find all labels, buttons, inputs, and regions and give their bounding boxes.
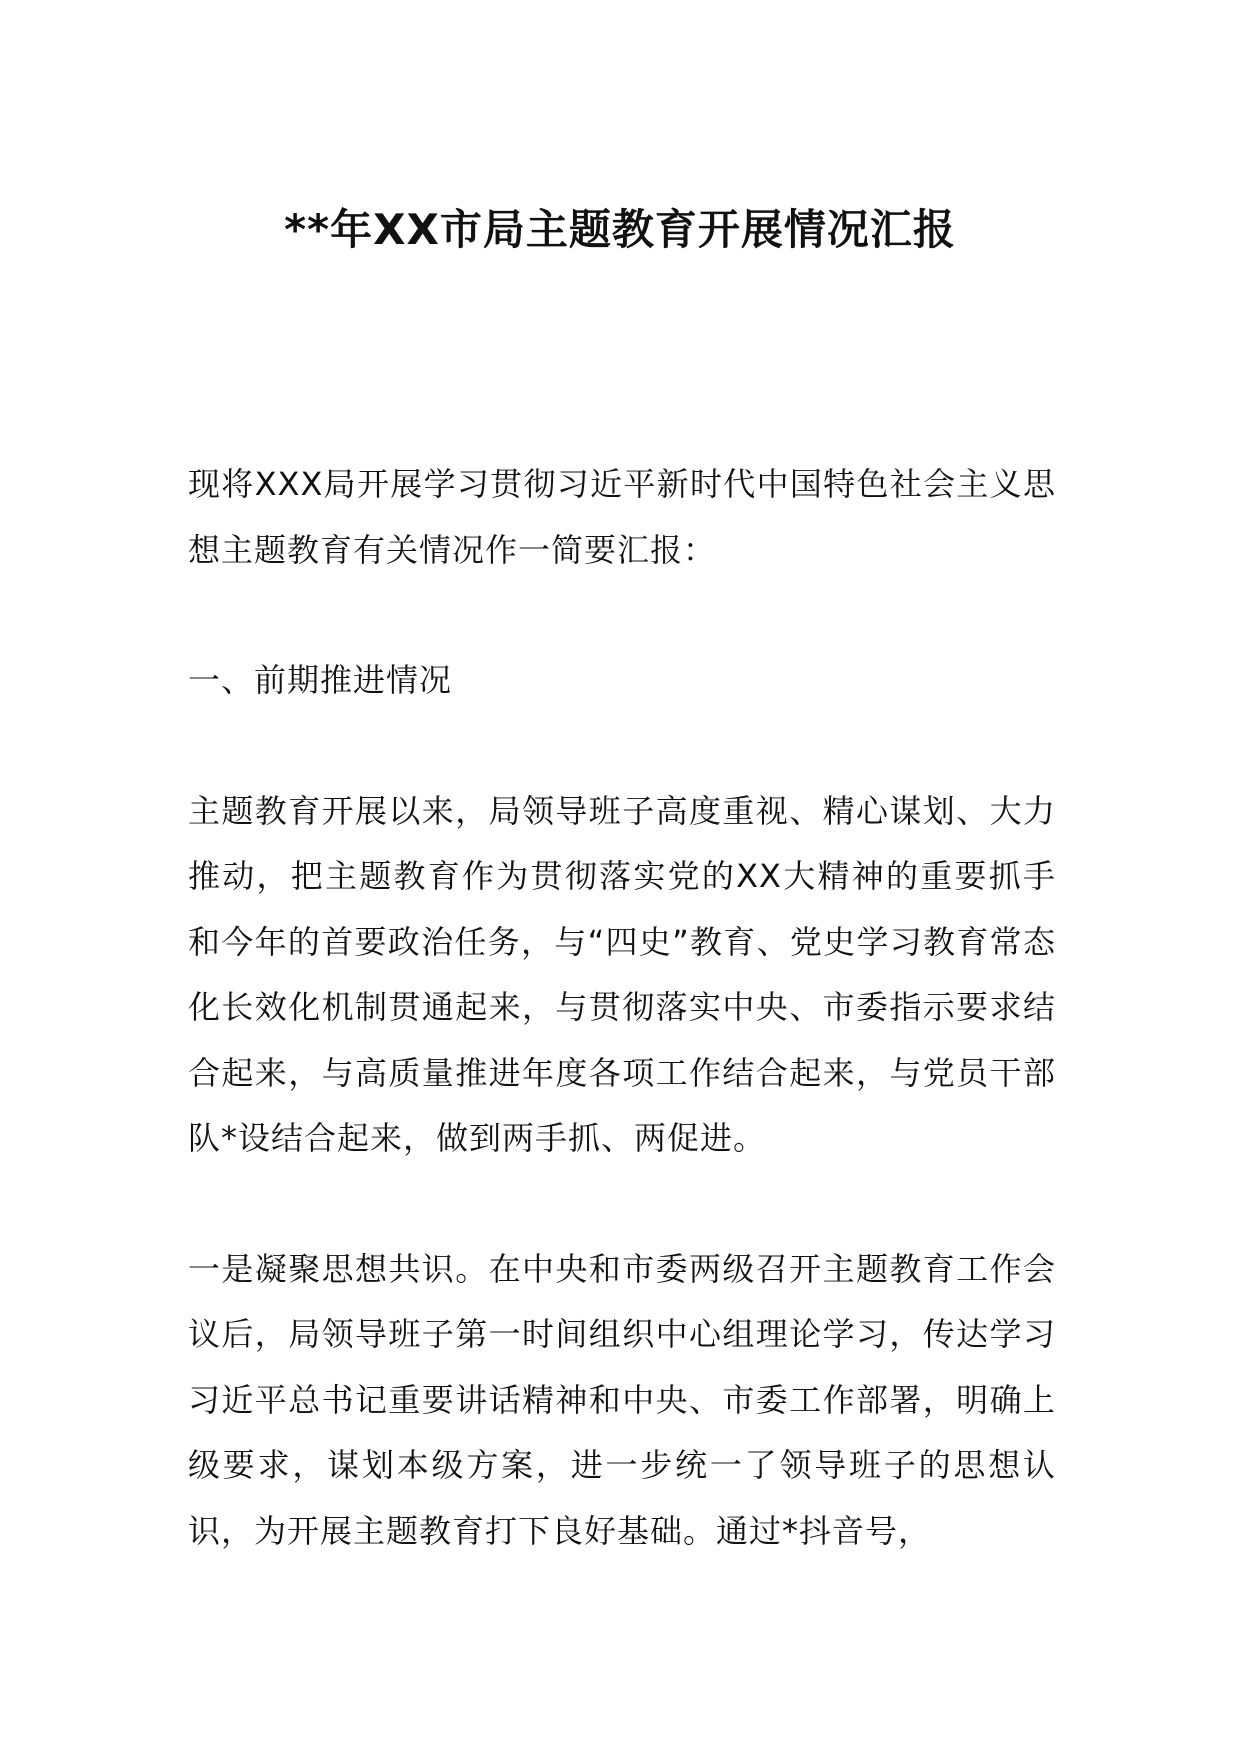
- document-body: [188, 452, 1056, 1629]
- intro-paragraph: 现将XXX局开展学习贯彻习近平新时代中国特色社会主义思想主题教育有关情况作一简要汇报：: [188, 465, 1056, 569]
- body-paragraph: 一是凝聚思想共识。在中央和市委两级召开主题教育工作会议后，局领导班子第一时间组织中心组理论学习，传达学习习近平总书记重要讲话精神和中央、市委工作部署，明确上级要求，谋划本级方案，进一步统一了领导班子的思想认识，为开展主题教育打下良好基础。通过*抖音号，: [188, 1249, 1056, 1550]
- section-heading: 一、前期推进情况: [188, 661, 453, 699]
- body-paragraph: 主题教育开展以来，局领导班子高度重视、精心谋划、大力推动，把主题教育作为贯彻落实党的XX大精神的重要抓手和今年的首要政治任务，与“四史”教育、党史学习教育常态化长效化机制贯通起来，与贯彻落实中央、市委指示要求结合起来，与高质量推进年度各项工作结合起来，与党员干部队*设结合起来，做到两手抓、两促进。: [188, 791, 1056, 1157]
- document-title: **年XX市局主题教育开展情况汇报: [284, 205, 956, 254]
